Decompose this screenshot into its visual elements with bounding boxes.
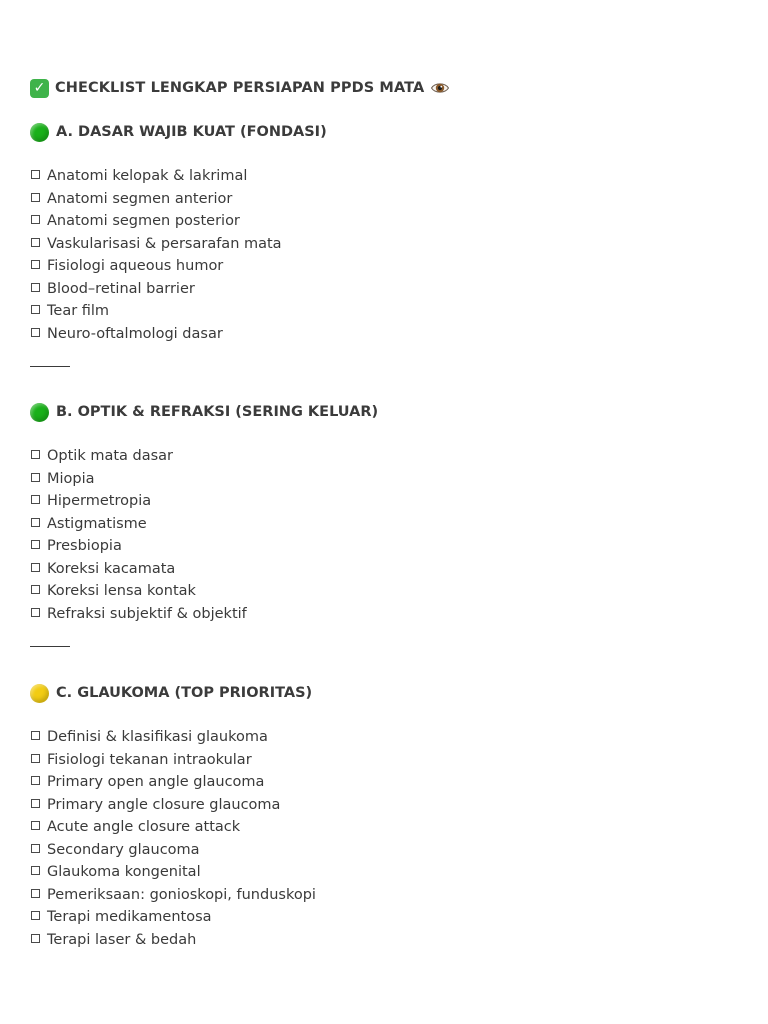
section-heading-text: B. OPTIK & REFRAKSI (SERING KELUAR) [56,404,379,420]
checkbox-icon [31,450,40,459]
checkbox-icon [31,328,40,337]
section-heading-b [30,400,738,424]
green-circle-icon [30,403,49,422]
checkbox-icon [31,776,40,785]
list-item: Primary angle closure glaucoma [30,794,738,817]
section-heading-c [30,681,738,705]
list-item: Optik mata dasar [30,445,738,468]
list-item: Astigmatisme [30,513,738,536]
list-item: Miopia [30,468,738,491]
checkbox-icon [31,495,40,504]
list-item: Terapi medikamentosa [30,906,738,929]
checkbox-icon [31,283,40,292]
checkbox-icon [31,563,40,572]
list-item: Refraksi subjektif & objektif [30,603,738,626]
checklist-b [30,445,738,625]
list-item: Fisiologi tekanan intraokular [30,749,738,772]
list-item: Anatomi segmen posterior [30,210,738,233]
list-item: Anatomi kelopak & lakrimal [30,165,738,188]
checkbox-icon [31,911,40,920]
list-item: Terapi laser & bedah [30,929,738,952]
eye-icon [430,78,450,98]
document-title-text: CHECKLIST LENGKAP PERSIAPAN PPDS MATA [55,80,425,96]
checkbox-icon [31,754,40,763]
list-item: Tear film [30,300,738,323]
checkbox-icon [31,608,40,617]
checkbox-icon [31,934,40,943]
list-item: Hipermetropia [30,490,738,513]
list-item: Neuro-oftalmologi dasar [30,323,738,346]
list-item: Blood–retinal barrier [30,278,738,301]
list-item: Anatomi segmen anterior [30,188,738,211]
checkbox-icon [31,170,40,179]
checkbox-icon [31,193,40,202]
checkbox-icon [31,866,40,875]
checkbox-icon [31,238,40,247]
checkbox-icon [31,844,40,853]
list-item: Glaukoma kongenital [30,861,738,884]
checkbox-icon [31,540,40,549]
checkbox-icon [31,305,40,314]
yellow-circle-icon [30,684,49,703]
checklist-c [30,726,738,951]
section-heading-text: A. DASAR WAJIB KUAT (FONDASI) [56,124,327,140]
list-item: Presbiopia [30,535,738,558]
list-item: Definisi & klasifikasi glaukoma [30,726,738,749]
list-item: Koreksi lensa kontak [30,580,738,603]
list-item: Fisiologi aqueous humor [30,255,738,278]
list-item: Koreksi kacamata [30,558,738,581]
checkbox-icon [31,821,40,830]
section-heading-text: C. GLAUKOMA (TOP PRIORITAS) [56,685,313,701]
white-check-mark-icon: ✓ [30,79,49,98]
section-heading-a [30,120,738,144]
checkbox-icon [31,889,40,898]
checklist-a [30,165,738,345]
checkbox-icon [31,799,40,808]
checklist-document [30,76,738,951]
list-item: Vaskularisasi & persarafan mata [30,233,738,256]
checkbox-icon [31,473,40,482]
list-item: Primary open angle glaucoma [30,771,738,794]
checkbox-icon [31,215,40,224]
green-circle-icon [30,123,49,142]
checkbox-icon [31,585,40,594]
document-title [30,76,738,100]
list-item: Acute angle closure attack [30,816,738,839]
checkbox-icon [31,518,40,527]
checkbox-icon [31,731,40,740]
list-item: Secondary glaucoma [30,839,738,862]
list-item: Pemeriksaan: gonioskopi, funduskopi [30,884,738,907]
checkbox-icon [31,260,40,269]
